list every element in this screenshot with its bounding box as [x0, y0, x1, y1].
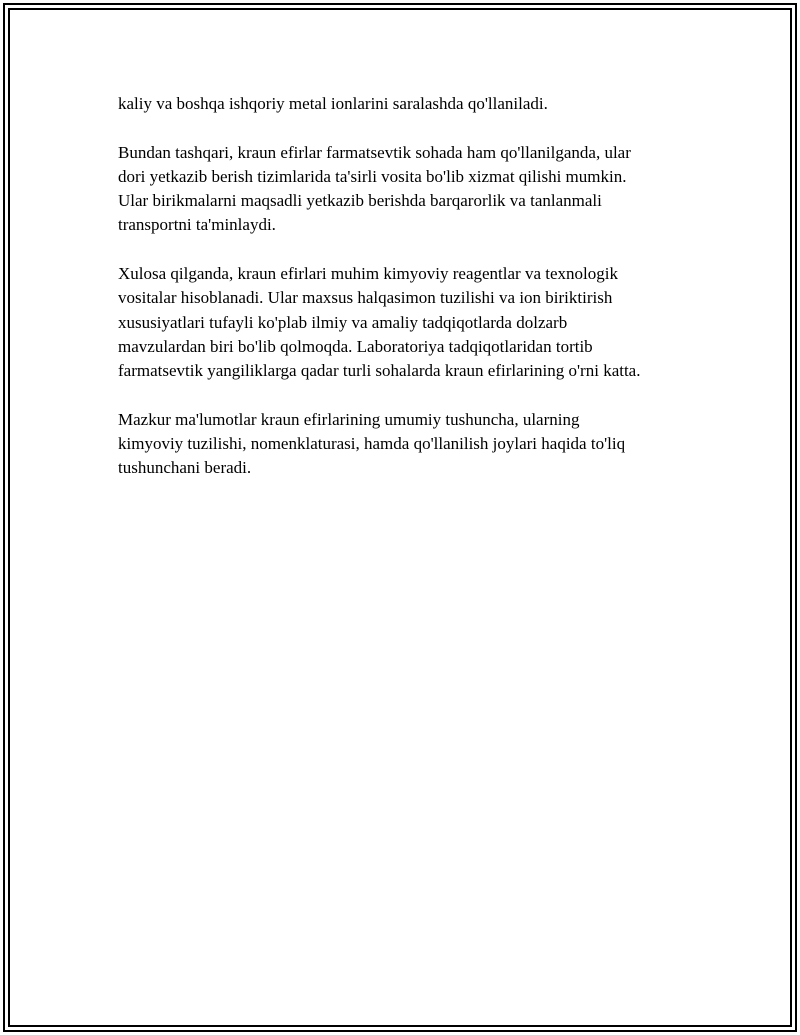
- text-line: Mazkur ma'lumotlar kraun efirlarining umumiy tushuncha, ularning: [118, 409, 580, 429]
- text-line: mavzulardan biri bo'lib qolmoqda. Laboratoriya tadqiqotlaridan tortib: [118, 336, 593, 356]
- paragraph-3: [118, 262, 708, 383]
- text-line: kaliy va boshqa ishqoriy metal ionlarini saralashda qo'llaniladi.: [118, 94, 548, 113]
- text-line: farmatsevtik yangiliklarga qadar turli sohalarda kraun efirlarining o'rni katta.: [118, 361, 641, 381]
- text-line: tushunchani beradi.: [118, 458, 252, 478]
- text-line: kimyoviy tuzilishi, nomenklaturasi, hamda qo'llanilish joylari haqida to'liq: [118, 434, 626, 454]
- text-line: Ular birikmalarni maqsadli yetkazib berishda barqarorlik va tanlanmali: [118, 191, 602, 211]
- text-line: xususiyatlari tufayli ko'plab ilmiy va amaliy tadqiqotlarda dolzarb: [118, 312, 568, 332]
- text-line: Bundan tashqari, kraun efirlar farmatsevtik sohada ham qo'llanilganda, ular: [118, 142, 631, 162]
- paragraph-4: [118, 408, 708, 481]
- text-line: vositalar hisoblanadi. Ular maxsus halqasimon tuzilishi va ion biriktirish: [118, 288, 613, 308]
- paragraph-2: [118, 141, 708, 238]
- text-line: dori yetkazib berish tizimlarida ta'sirli vosita bo'lib xizmat qilishi mumkin.: [118, 166, 627, 186]
- paragraph-1: [118, 92, 708, 116]
- document-body: [118, 92, 708, 505]
- text-line: Xulosa qilganda, kraun efirlari muhim kimyoviy reagentlar va texnologik: [118, 264, 618, 284]
- text-line: transportni ta'minlaydi.: [118, 215, 276, 235]
